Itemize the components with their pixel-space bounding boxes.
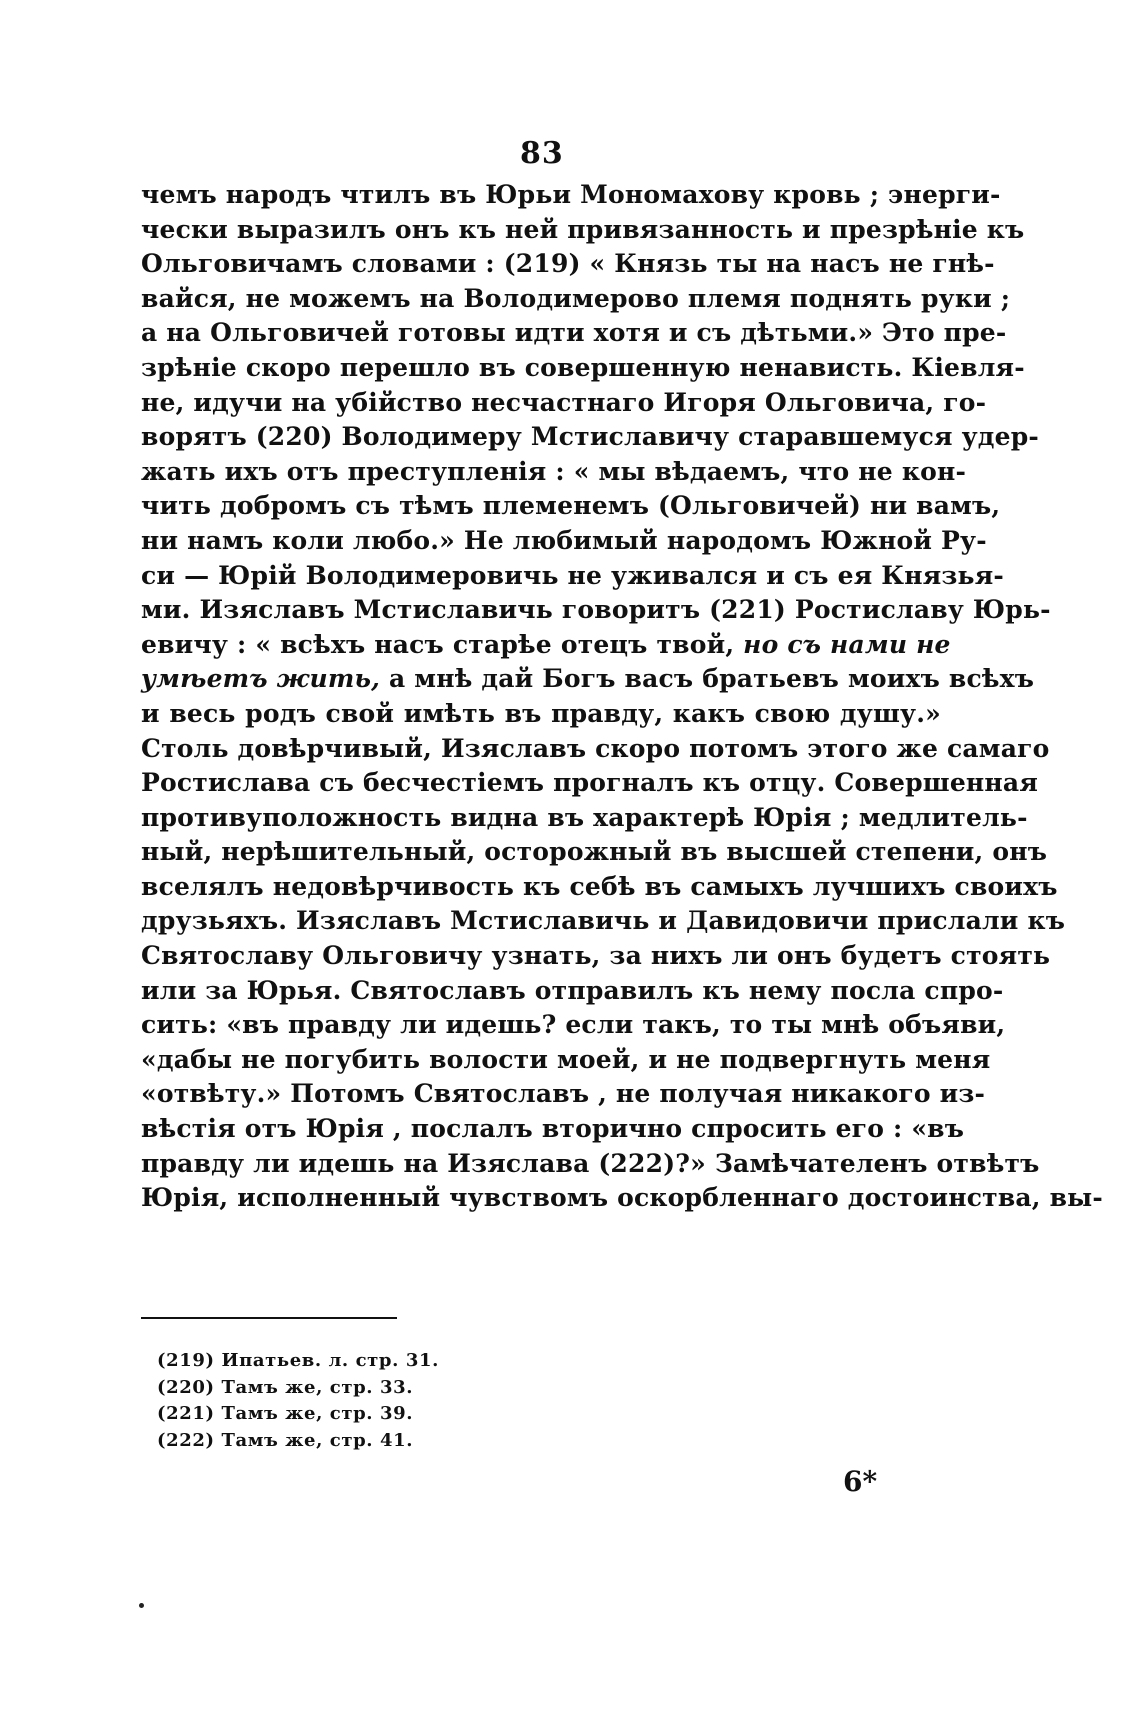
text-line [141, 628, 951, 663]
text-line [141, 835, 1048, 870]
print-speck [139, 1603, 144, 1608]
text-segment: противуположность видна въ характерѣ Юрія ; медлитель- [141, 802, 1028, 832]
text-segment: вайся, не можемъ на Володимерово племя поднять руки ; [141, 283, 1011, 313]
italic-text-segment: но съ нами не [743, 629, 951, 659]
text-line [141, 247, 995, 282]
text-segment: «дабы не погубить волости моей, и не подвергнуть меня [141, 1044, 991, 1074]
text-segment: чески выразилъ онъ къ ней привязанность и презрѣніе къ [141, 214, 1025, 244]
text-line [141, 282, 1011, 317]
text-segment: ми. Изяславъ Мстиславичь говоритъ (221) Ростиславу Юрь- [141, 595, 1051, 625]
text-segment: ный, нерѣшительный, осторожный въ высшей степени, онъ [141, 837, 1048, 867]
footnote-222: (222) Тамъ же, стр. 41. [157, 1429, 414, 1451]
text-segment: ни намъ коли любо.» Не любимый народомъ Южной Ру- [141, 525, 987, 555]
main-text [141, 178, 1104, 1216]
text-line [141, 1147, 1040, 1182]
text-segment: не, идучи на убійство несчастнаго Игоря Ольговича, го- [141, 387, 987, 417]
text-line [141, 316, 1007, 351]
text-segment: чить добромъ съ тѣмъ племенемъ (Ольговичей) ни вамъ, [141, 491, 1001, 521]
text-line [141, 489, 1001, 524]
text-line [141, 559, 1004, 594]
text-segment: жать ихъ отъ преступленія : « мы вѣдаемъ, что не кон- [141, 456, 967, 486]
footnote-220: (220) Тамъ же, стр. 33. [157, 1376, 414, 1398]
text-line [141, 213, 1025, 248]
text-line [141, 178, 1001, 213]
page-number: 83 [520, 136, 564, 171]
text-line [141, 939, 1051, 974]
text-segment: и весь родъ свой имѣть въ правду, какъ свою душу.» [141, 698, 941, 728]
text-line [141, 732, 1050, 767]
text-line [141, 386, 987, 421]
text-line [141, 1112, 965, 1147]
text-segment: вѣстія отъ Юрія , послалъ вторично спросить его : «въ [141, 1114, 965, 1144]
text-line [141, 1043, 991, 1078]
text-line [141, 870, 1058, 905]
text-segment: евичу : « всѣхъ насъ старѣе отецъ твой, [141, 629, 744, 659]
text-segment: или за Юрья. Святославъ отправилъ къ нему посла спро- [141, 975, 1004, 1005]
text-line [141, 420, 1040, 455]
footnote-219: (219) Ипатьев. л. стр. 31. [157, 1350, 439, 1371]
text-line [141, 662, 1035, 697]
text-line [141, 351, 1025, 386]
text-line [141, 904, 1066, 939]
text-segment: друзьяхъ. Изяславъ Мстиславичь и Давидовичи прислали къ [141, 906, 1066, 936]
text-line [141, 697, 941, 732]
text-line [141, 455, 967, 490]
text-line [141, 593, 1051, 628]
text-line [141, 974, 1004, 1009]
italic-text-segment: умѣетъ жить, [141, 664, 381, 694]
text-line [141, 1008, 1006, 1043]
text-segment: а мнѣ дай Богъ васъ братьевъ моихъ всѣхъ [380, 664, 1035, 694]
text-line [141, 524, 987, 559]
text-segment: зрѣніе скоро перешло въ совершенную ненависть. Кіевля- [141, 352, 1025, 382]
text-segment: правду ли идешь на Изяслава (222)?» Замѣчателенъ отвѣтъ [141, 1148, 1040, 1178]
text-segment: си — Юрій Володимеровичь не уживался и съ ея Князья- [141, 560, 1004, 590]
text-segment: вселялъ недовѣрчивость къ себѣ въ самыхъ лучшихъ своихъ [141, 871, 1058, 901]
text-segment: сить: «въ правду ли идешь? если такъ, то ты мнѣ объяви, [141, 1010, 1006, 1040]
text-segment: Ростислава съ бесчестіемъ прогналъ къ отцу. Совершенная [141, 768, 1038, 798]
text-line [141, 801, 1028, 836]
printer-signature-mark: 6* [843, 1465, 878, 1498]
text-segment: Святославу Ольговичу узнать, за нихъ ли онъ будетъ стоять [141, 941, 1051, 971]
text-segment: чемъ народъ чтилъ въ Юрьи Мономахову кровь ; энерги- [141, 180, 1001, 209]
text-line [141, 1181, 1104, 1216]
text-line [141, 1077, 986, 1112]
text-segment: «отвѣту.» Потомъ Святославъ , не получая никакого из- [141, 1079, 986, 1109]
text-segment: а на Ольговичей готовы идти хотя и съ дѣтьми.» Это пре- [141, 318, 1007, 348]
text-line [141, 766, 1038, 801]
text-segment: Ольговичамъ словами : (219) « Князь ты на насъ не гнѣ- [141, 249, 995, 279]
text-segment: ворятъ (220) Володимеру Мстиславичу старавшемуся удер- [141, 422, 1040, 452]
footnotes [157, 1348, 439, 1454]
text-segment: Юрія, исполненный чувствомъ оскорбленнаго достоинства, вы- [141, 1183, 1104, 1213]
footnote-221: (221) Тамъ же, стр. 39. [157, 1403, 414, 1424]
footnote-separator [141, 1317, 397, 1319]
text-segment: Столь довѣрчивый, Изяславъ скоро потомъ этого же самаго [141, 733, 1050, 763]
